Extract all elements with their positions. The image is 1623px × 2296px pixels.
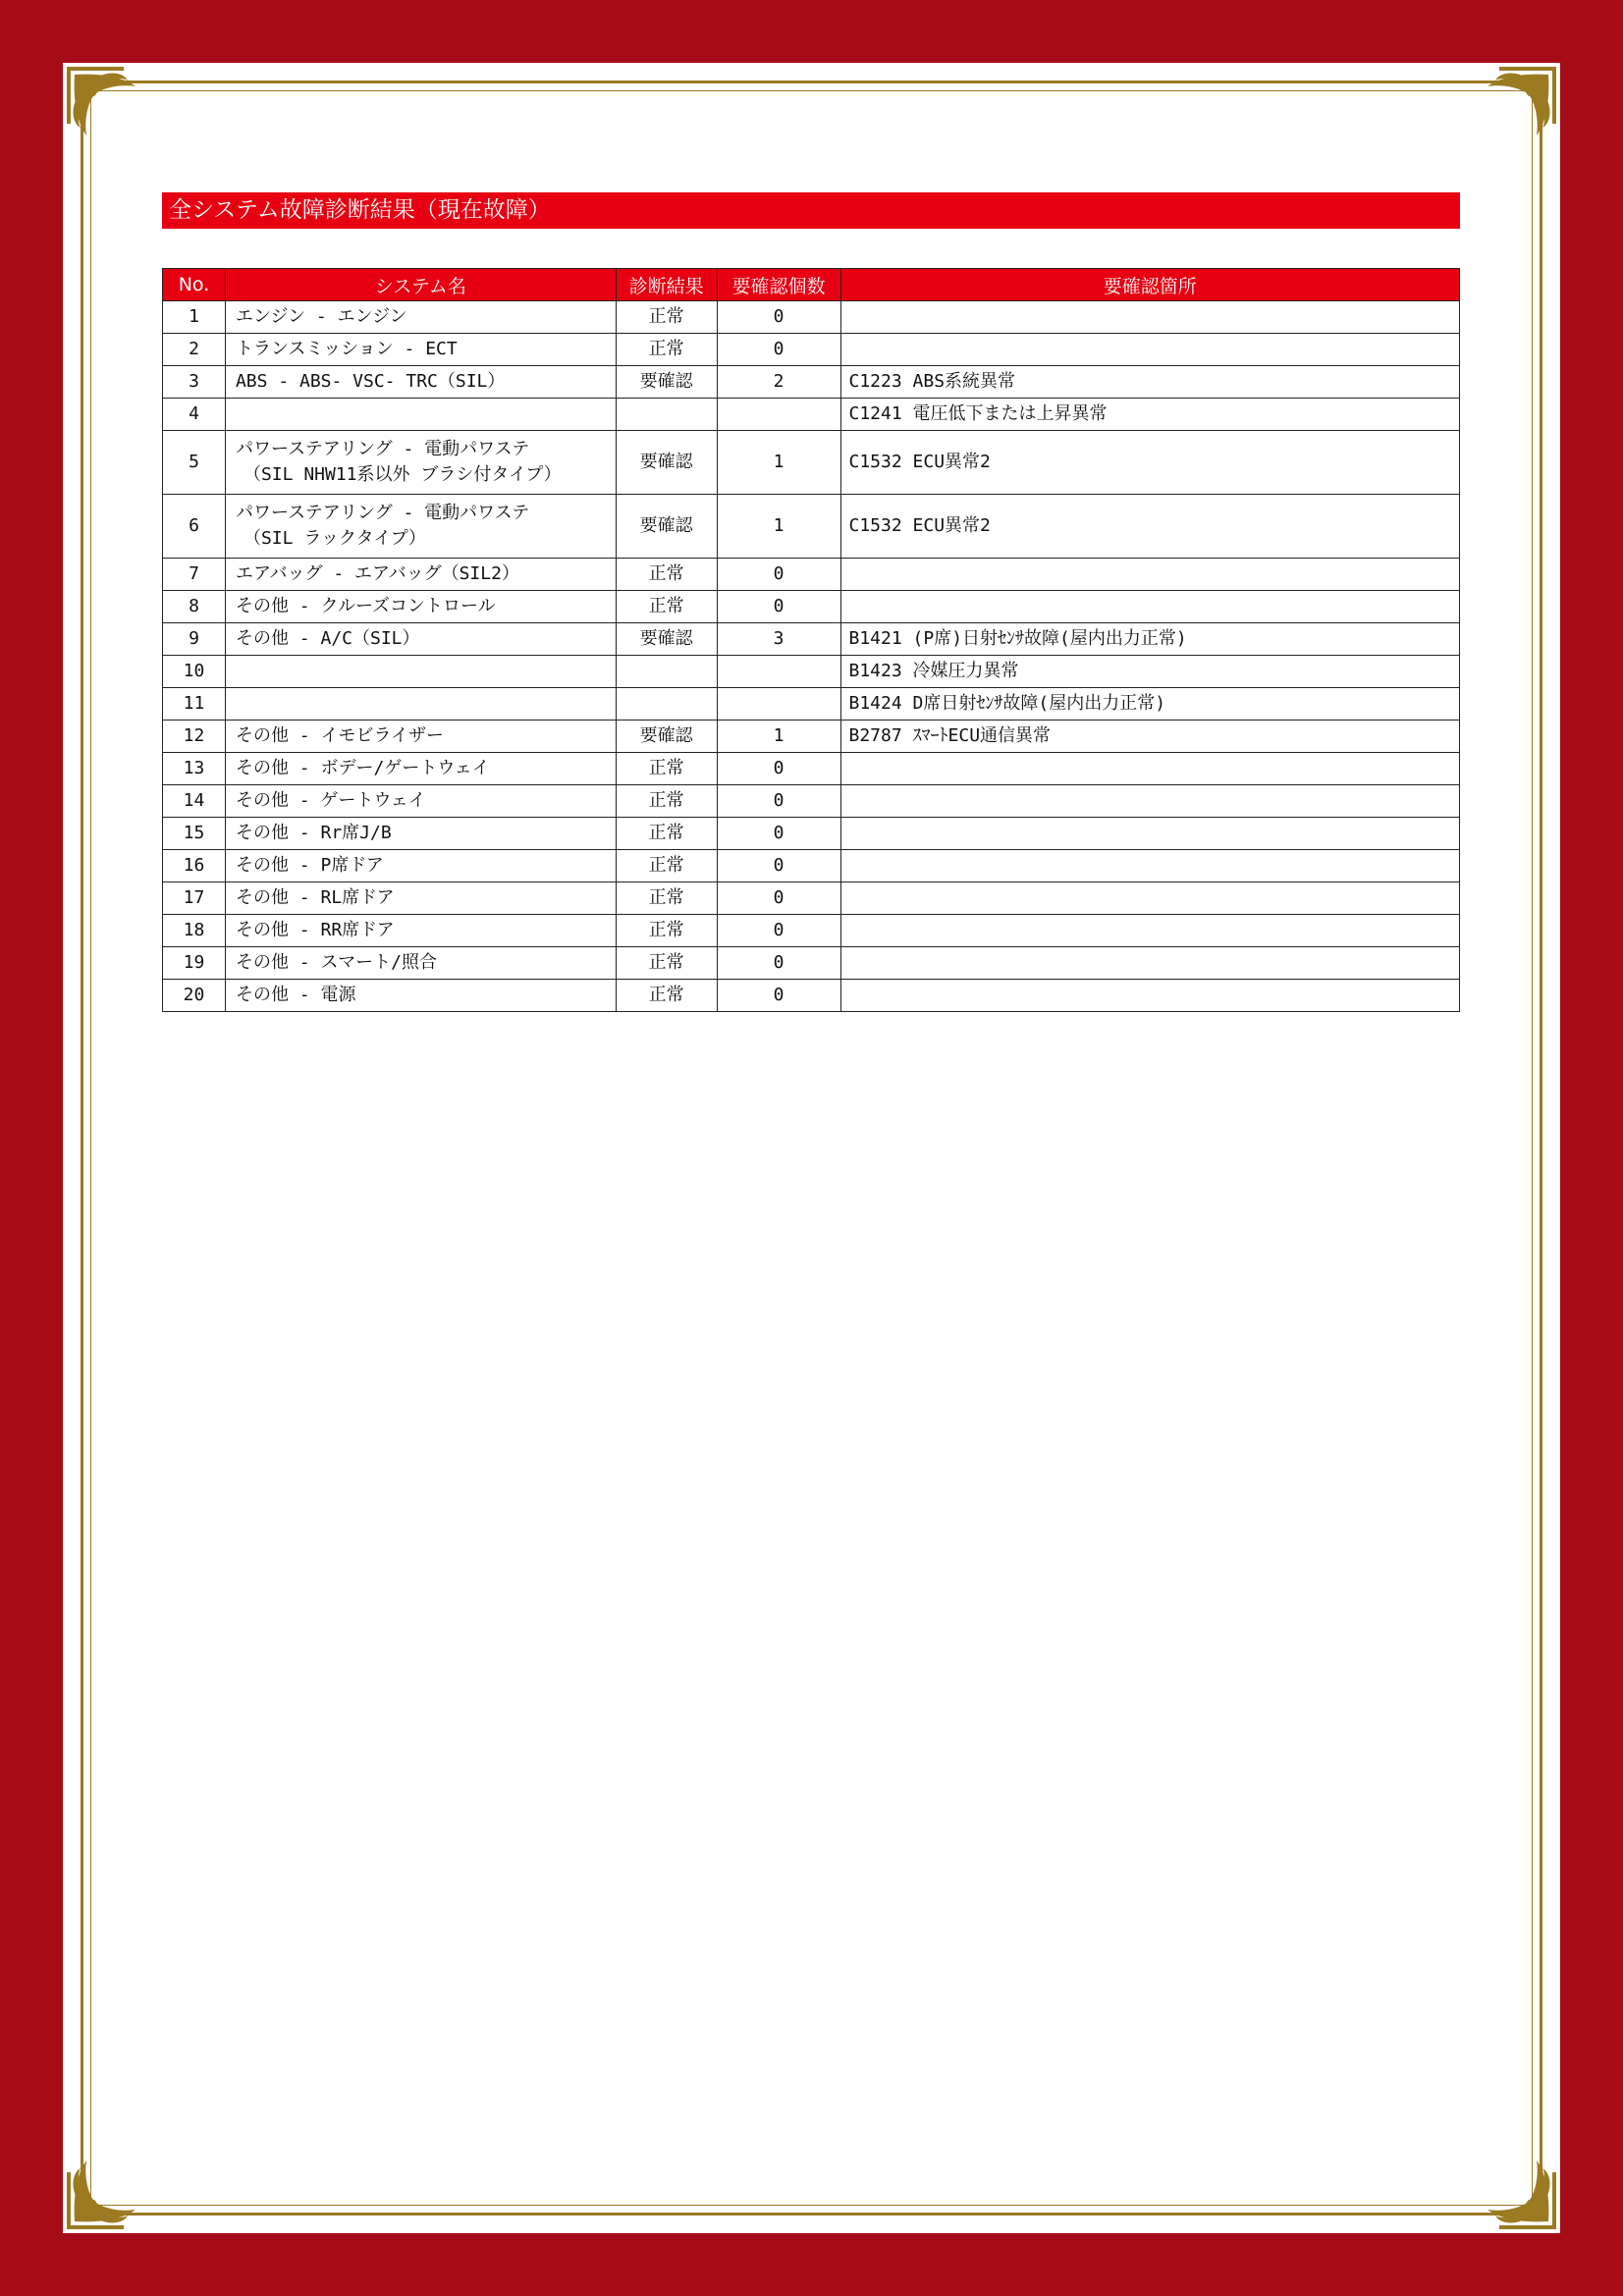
system-name-cell	[225, 591, 616, 623]
system-name-cell	[225, 495, 616, 559]
check-location: B1423 冷媒圧力異常	[840, 656, 1460, 688]
check-count	[717, 656, 840, 688]
system-name: その他 - RL席ドア	[235, 886, 395, 908]
check-location	[840, 559, 1460, 591]
check-count: 0	[717, 915, 840, 947]
check-location	[840, 850, 1460, 882]
header-check-count: 要確認個数	[717, 269, 840, 301]
system-name: パワーステアリング - 電動パワステ	[235, 502, 530, 523]
diagnosis-result: 正常	[616, 915, 717, 947]
row-number: 19	[163, 947, 226, 980]
system-name: その他 - 電源	[235, 984, 356, 1005]
system-name: トランスミッション - ECT	[235, 338, 458, 359]
diagnosis-result: 正常	[616, 882, 717, 915]
check-count: 0	[717, 818, 840, 850]
check-location	[840, 334, 1460, 366]
row-number: 8	[163, 591, 226, 623]
system-name-cell	[225, 623, 616, 656]
table-row	[163, 882, 1460, 915]
check-location: C1532 ECU異常2	[840, 431, 1460, 495]
check-location	[840, 591, 1460, 623]
system-name-detail: （SIL NHW11系以外 ブラシ付タイプ）	[243, 464, 562, 485]
check-count: 0	[717, 850, 840, 882]
row-number: 17	[163, 882, 226, 915]
diagnosis-result: 正常	[616, 301, 717, 334]
table-row	[163, 850, 1460, 882]
row-number: 16	[163, 850, 226, 882]
check-location	[840, 882, 1460, 915]
system-name-cell	[225, 688, 616, 721]
diagnosis-result: 要確認	[616, 495, 717, 559]
system-name: その他 - RR席ドア	[235, 919, 395, 940]
system-name-cell	[225, 785, 616, 818]
system-name: エアバッグ - エアバッグ（SIL2）	[235, 562, 519, 584]
row-number: 15	[163, 818, 226, 850]
row-number: 18	[163, 915, 226, 947]
system-name-cell	[225, 753, 616, 785]
check-location	[840, 785, 1460, 818]
system-name: その他 - P席ドア	[235, 854, 384, 876]
diagnosis-result: 正常	[616, 591, 717, 623]
check-count: 0	[717, 882, 840, 915]
system-name-cell	[225, 301, 616, 334]
diagnosis-table	[162, 268, 1460, 1012]
check-count: 1	[717, 721, 840, 753]
table-header-row	[163, 269, 1460, 301]
row-number: 4	[163, 399, 226, 431]
system-name-cell	[225, 882, 616, 915]
table-row	[163, 785, 1460, 818]
check-count: 0	[717, 559, 840, 591]
row-number: 10	[163, 656, 226, 688]
check-location: B1424 D席日射ｾﾝｻ故障(屋内出力正常)	[840, 688, 1460, 721]
header-check-location: 要確認箇所	[840, 269, 1460, 301]
system-name-cell	[225, 399, 616, 431]
check-location: B2787 ｽﾏｰﾄECU通信異常	[840, 721, 1460, 753]
row-number: 1	[163, 301, 226, 334]
diagnosis-result	[616, 656, 717, 688]
row-number: 5	[163, 431, 226, 495]
table-row	[163, 623, 1460, 656]
system-name-cell	[225, 366, 616, 399]
header-no: No.	[163, 269, 226, 301]
table-row	[163, 980, 1460, 1012]
check-count: 0	[717, 301, 840, 334]
system-name-cell	[225, 559, 616, 591]
table-row	[163, 915, 1460, 947]
row-number: 7	[163, 559, 226, 591]
system-name-cell	[225, 334, 616, 366]
diagnosis-result: 正常	[616, 818, 717, 850]
row-number: 11	[163, 688, 226, 721]
corner-ornament-icon	[65, 2141, 155, 2231]
system-name: ABS - ABS- VSC- TRC（SIL）	[235, 370, 506, 392]
check-count: 1	[717, 495, 840, 559]
diagnosis-result: 正常	[616, 559, 717, 591]
check-location: C1241 電圧低下または上昇異常	[840, 399, 1460, 431]
diagnosis-result	[616, 688, 717, 721]
diagnosis-result: 正常	[616, 334, 717, 366]
corner-ornament-icon	[1468, 65, 1558, 155]
system-name-cell	[225, 431, 616, 495]
diagnosis-result: 正常	[616, 947, 717, 980]
table-body	[163, 301, 1460, 1012]
diagnosis-result: 正常	[616, 980, 717, 1012]
row-number: 14	[163, 785, 226, 818]
check-count: 0	[717, 334, 840, 366]
check-location: C1223 ABS系統異常	[840, 366, 1460, 399]
diagnosis-result	[616, 399, 717, 431]
system-name: その他 - イモビライザー	[235, 724, 444, 746]
check-count: 0	[717, 753, 840, 785]
check-location	[840, 818, 1460, 850]
report-title: 全システム故障診断結果（現在故障）	[162, 192, 1460, 229]
system-name: パワーステアリング - 電動パワステ	[235, 438, 530, 459]
check-count: 3	[717, 623, 840, 656]
header-system-name: システム名	[225, 269, 616, 301]
diagnosis-result: 要確認	[616, 366, 717, 399]
check-count: 0	[717, 591, 840, 623]
row-number: 6	[163, 495, 226, 559]
row-number: 9	[163, 623, 226, 656]
system-name: その他 - ボデー/ゲートウェイ	[235, 757, 490, 778]
check-location	[840, 301, 1460, 334]
check-location	[840, 753, 1460, 785]
table-row	[163, 495, 1460, 559]
system-name-cell	[225, 980, 616, 1012]
check-location: C1532 ECU異常2	[840, 495, 1460, 559]
header-diagnosis-result: 診断結果	[616, 269, 717, 301]
check-count	[717, 688, 840, 721]
check-count	[717, 399, 840, 431]
diagnosis-result: 正常	[616, 785, 717, 818]
table-row	[163, 688, 1460, 721]
system-name-cell	[225, 915, 616, 947]
corner-ornament-icon	[65, 65, 155, 155]
row-number: 2	[163, 334, 226, 366]
row-number: 20	[163, 980, 226, 1012]
check-location	[840, 980, 1460, 1012]
system-name: その他 - クルーズコントロール	[235, 595, 496, 616]
check-count: 0	[717, 980, 840, 1012]
system-name-cell	[225, 850, 616, 882]
corner-ornament-icon	[1468, 2141, 1558, 2231]
check-count: 1	[717, 431, 840, 495]
table-row	[163, 721, 1460, 753]
table-row	[163, 366, 1460, 399]
table-row	[163, 818, 1460, 850]
check-count: 0	[717, 785, 840, 818]
table-row	[163, 301, 1460, 334]
diagnosis-result: 要確認	[616, 431, 717, 495]
row-number: 3	[163, 366, 226, 399]
system-name-cell	[225, 947, 616, 980]
diagnosis-result: 要確認	[616, 721, 717, 753]
check-location	[840, 947, 1460, 980]
table-row	[163, 334, 1460, 366]
table-row	[163, 947, 1460, 980]
diagnosis-result: 正常	[616, 753, 717, 785]
diagnosis-result: 正常	[616, 850, 717, 882]
table-row	[163, 399, 1460, 431]
check-location: B1421 (P席)日射ｾﾝｻ故障(屋内出力正常)	[840, 623, 1460, 656]
system-name: エンジン - エンジン	[235, 305, 407, 327]
system-name-cell	[225, 721, 616, 753]
table-row	[163, 431, 1460, 495]
table-row	[163, 656, 1460, 688]
system-name: その他 - Rr席J/B	[235, 822, 392, 843]
row-number: 12	[163, 721, 226, 753]
system-name-detail: （SIL ラックタイプ）	[243, 528, 426, 549]
table-row	[163, 591, 1460, 623]
system-name: その他 - スマート/照合	[235, 951, 437, 973]
system-name: その他 - ゲートウェイ	[235, 789, 426, 811]
diagnosis-result: 要確認	[616, 623, 717, 656]
table-row	[163, 753, 1460, 785]
table-row	[163, 559, 1460, 591]
check-count: 0	[717, 947, 840, 980]
system-name-cell	[225, 656, 616, 688]
system-name-cell	[225, 818, 616, 850]
system-name: その他 - A/C（SIL）	[235, 627, 420, 649]
row-number: 13	[163, 753, 226, 785]
check-location	[840, 915, 1460, 947]
check-count: 2	[717, 366, 840, 399]
